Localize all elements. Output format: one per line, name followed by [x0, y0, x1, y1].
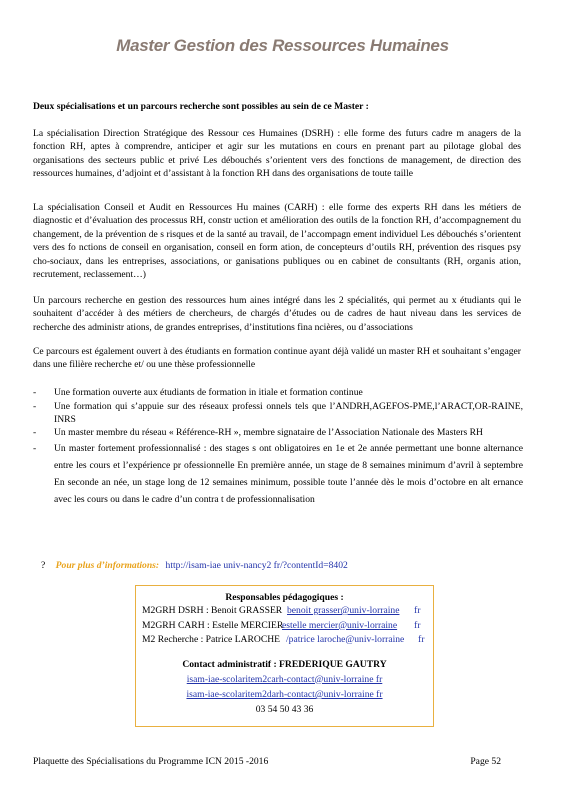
contact-row	[136, 604, 433, 619]
contact-name: M2GRH DSRH : Benoit GRASSER	[142, 605, 283, 616]
bullet-marker: -	[33, 400, 37, 412]
contact-row	[136, 619, 433, 634]
bullet-marker: -	[33, 443, 37, 455]
bullet-marker: -	[33, 427, 37, 439]
intro-heading: Deux spécialisations et un parcours recherche sont possibles au sein de ce Master :	[33, 101, 369, 112]
list-item	[33, 427, 523, 440]
admin-email-link[interactable]: isam-iae-scolaritem2carh-contact@univ-lorraine fr	[186, 673, 383, 685]
paragraph-continuing: Ce parcours est également ouvert à des étudiants en formation continue ayant déjà validé un master RH et souhaitant s’engager dans une filière recherche et/ ou une thèse professionnelle	[33, 346, 521, 371]
contact-email-link[interactable]: estelle mercier@univ-lorraine	[282, 619, 398, 631]
list-item-text: Une formation ouverte aux étudiants de formation in itiale et formation continue	[54, 387, 363, 398]
admin-phone: 03 54 50 43 36	[255, 703, 314, 715]
admin-contact-title: Contact administratif : FREDERIQUE GAUTRY	[182, 658, 387, 670]
more-info-line	[41, 560, 348, 571]
footer-title: Plaquette des Spécialisations du Programme ICN 2015 -2016	[33, 756, 269, 767]
info-marker: ?	[41, 560, 46, 571]
contact-email-tld: fr	[418, 634, 425, 645]
info-label: Pour plus d’informations:	[55, 560, 160, 571]
contact-row	[136, 633, 433, 648]
contact-name: M2GRH CARH : Estelle MERCIER	[142, 619, 284, 631]
contact-email-link[interactable]: /patrice laroche@univ-lorraine	[286, 634, 405, 645]
contact-email-tld: fr	[414, 619, 421, 631]
contact-email-tld: fr	[414, 605, 421, 616]
page-number: Page 52	[470, 756, 501, 767]
paragraph-carh: La spécialisation Conseil et Audit en Ressources Hu maines (CARH) : elle forme des experts RH dans les métiers de diagnostic et d’évaluation des processus RH, constr uction et amélioration des outils de la fonction RH, d’accompagnement du changement, de la prévention de s risques et de la santé au travail, de l’accompagn ement individuel Les débouchés s’orientent vers des fo nctions de conseil en organisation, conseil en form ation, de concepteurs d’outils RH, prévention des risques psy cho-sociaux, dans les entreprises, associations, or ganisations publiques ou en cabinet de consultants (RH, organis ation, recrutement, reclassement…)	[33, 202, 521, 281]
contact-name: M2 Recherche : Patrice LAROCHE	[142, 634, 281, 645]
list-item-text: Un master fortement professionnalisé : des stages s ont obligatoires en 1e et 2e année permettant une bonne alternance entre les cours et l’expérience pr ofessionnelle En première année, un stage de 8 semaines minimum d’avril à septembre En seconde an née, un stage long de 12 semaines minimum, possible toute l’année dès le mois d’octobre en alt ernance avec les cours ou dans le cadre d’un contra t de professionnalisation	[54, 443, 523, 505]
info-link[interactable]: http://isam-iae univ-nancy2 fr/?contentId=8402	[165, 560, 348, 571]
page-title: Master Gestion des Ressources Humaines	[116, 36, 449, 55]
list-item-text: Un master membre du réseau « Référence-RH », membre signataire de l’Association Nationale des Masters RH	[54, 427, 483, 439]
paragraph-dsrh: La spécialisation Direction Stratégique des Ressour ces Humaines (DSRH) : elle forme des futurs cadre m anagers de la fonction RH, aptes à comprendre, anticiper et agir sur les mutations en cours en prenant part au pilotage global des organisations des secteurs public et privé Les débouchés s’orientent vers des fonctions de management, de direction des ressources humaines, d’adjoint et d’assistant à la fonction RH dans des organisations de toute taille	[33, 128, 521, 180]
admin-email-link[interactable]: isam-iae-scolaritem2darh-contact@univ-lorraine fr	[186, 689, 383, 700]
list-item-text: Une formation qui s’appuie sur des réseaux professi onnels tels que l’ANDRH,AGEFOS-PME,l’ARACT,OR-RAINE, INRS	[54, 400, 523, 425]
bullet-marker: -	[33, 387, 37, 398]
list-item	[33, 441, 523, 508]
paragraph-research: Un parcours recherche en gestion des ressources hum aines intégré dans les 2 spécialités, qui permet au x étudiants qui le souhaitent d’accéder à des métiers de chercheurs, de chargés d’études ou de cadres de haut niveau dans les services de recherche des administr ations, de grandes entreprises, d’institutions fina ncières, ou d’associations	[33, 295, 521, 333]
list-item	[33, 401, 523, 427]
list-item	[33, 387, 523, 400]
contact-email-link[interactable]: benoit grasser@univ-lorraine	[287, 605, 400, 616]
feature-list	[33, 387, 523, 509]
contacts-box	[135, 585, 434, 727]
contacts-header: Responsables pédagogiques :	[225, 592, 344, 603]
